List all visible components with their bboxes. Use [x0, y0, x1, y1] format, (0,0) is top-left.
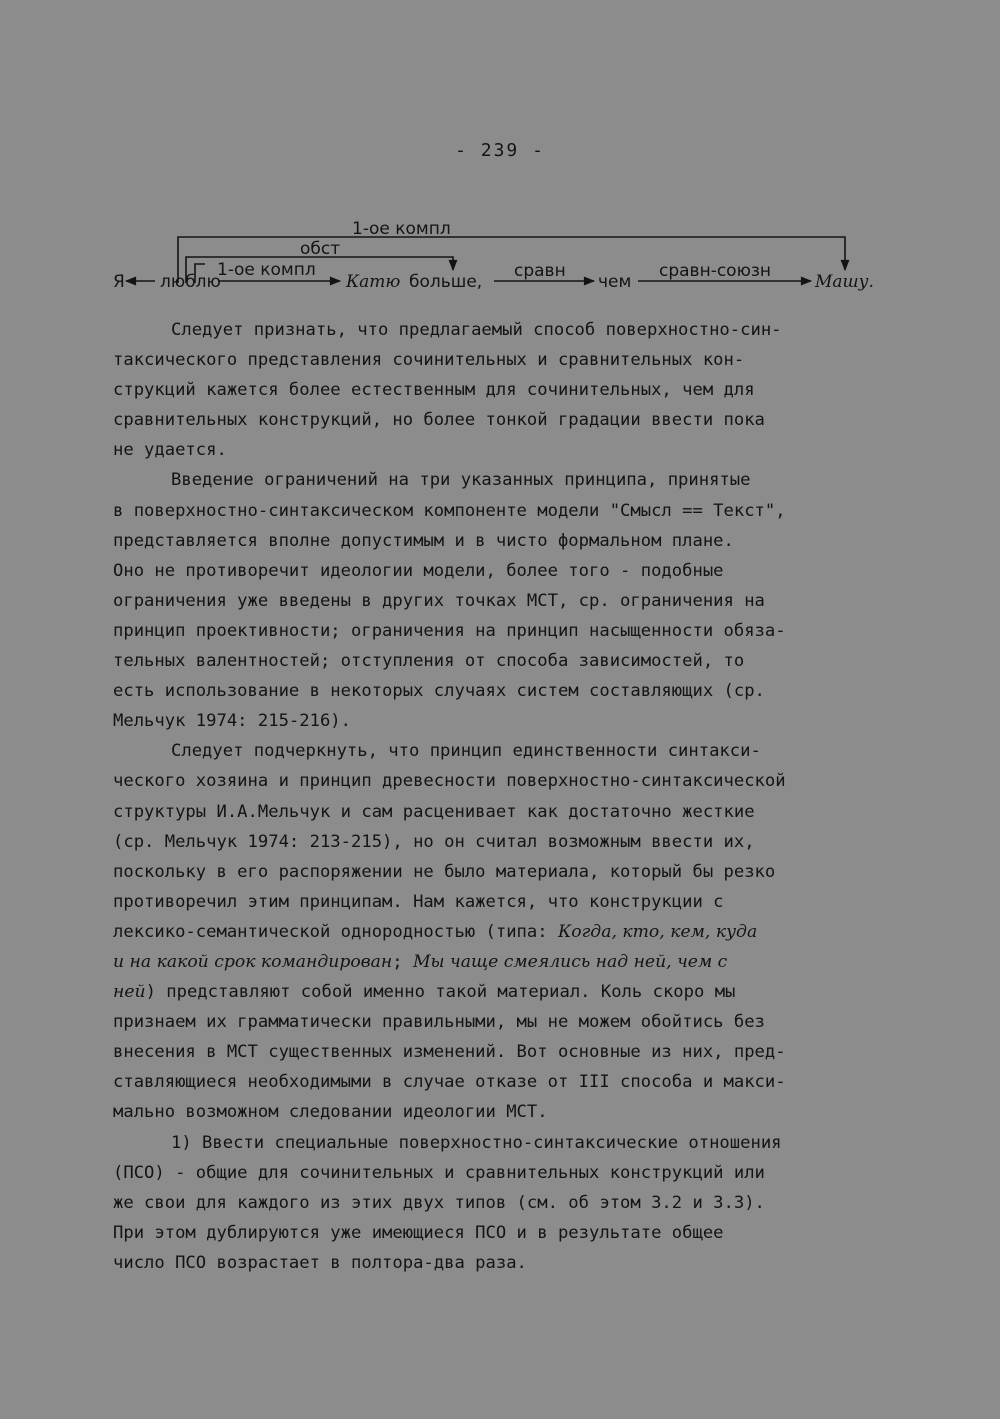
text-line: [113, 917, 903, 947]
text-line: Следует подчеркнуть, что принцип единственности синтакси-: [171, 741, 761, 762]
text-line: [113, 947, 903, 977]
dependency-tree-diagram: [0, 0, 1000, 300]
text-line: Мельчук 1974: 215-216).: [113, 711, 351, 732]
text-line: число ПСО возрастает в полтора-два раза.: [113, 1252, 527, 1273]
text-line: принцип проективности; ограничения на принцип насыщенности обяза-: [113, 620, 786, 641]
text-line: внесения в МСТ существенных изменений. Вот основные из них, пред-: [113, 1042, 786, 1063]
word-lyublyu: люблю: [160, 272, 221, 292]
word-bolshe: больше,: [409, 272, 483, 292]
text-line: в поверхностно-синтаксическом компоненте модели "Смысл == Текст",: [113, 500, 786, 521]
text-line: есть использование в некоторых случаях систем составляющих (ср.: [113, 681, 765, 702]
text-line: противоречил этим принципам. Нам кажется, что конструкции с: [113, 891, 724, 912]
italic-example: Мы чаще смеялись над ней, чем с: [412, 951, 728, 972]
text-span: ;: [392, 951, 413, 972]
arc-sravn-soyuzn-label: сравн-союзн: [659, 261, 772, 281]
text-line: струкций кажется более естественным для сочинительных, чем для: [113, 380, 755, 401]
text-line: ческого хозяина и принцип древесности поверхностно-синтаксической: [113, 771, 786, 792]
text-line: Введение ограничений на три указанных принципа, принятые: [171, 470, 751, 491]
text-line: не удается.: [113, 440, 227, 461]
text-line: Оно не противоречит идеологии модели, более того - подобные: [113, 560, 724, 581]
text-line: представляется вполне допустимым и в чисто формальном плане.: [113, 530, 734, 551]
word-katyu: Катю: [346, 272, 401, 292]
text-line: поскольку в его распоряжении не было материала, который бы резко: [113, 861, 776, 882]
arc-sravn-label: сравн: [514, 261, 566, 281]
italic-example: Когда, кто, кем, куда: [557, 921, 758, 942]
text-line: структуры И.А.Мельчук и сам расценивает как достаточно жесткие: [113, 801, 755, 822]
page-number: - 239 -: [455, 140, 545, 161]
word-chem: чем: [598, 272, 632, 292]
text-span: ) представляют собой именно такой материал. Коль скоро мы: [145, 982, 736, 1003]
text-line: тельных валентностей; отступления от способа зависимостей, то: [113, 651, 745, 672]
text-line: таксического представления сочинительных и сравнительных кон-: [113, 350, 745, 371]
text-line: мально возможном следовании идеологии МСТ.: [113, 1102, 548, 1123]
text-line: признаем их грамматически правильными, мы не можем обойтись без: [113, 1012, 765, 1033]
text-line: 1) Ввести специальные поверхностно-синтаксические отношения: [171, 1132, 782, 1153]
text-line: [113, 977, 903, 1007]
body-text: [113, 315, 903, 1278]
italic-example: ней: [113, 982, 146, 1003]
word-mashu: Машу.: [815, 272, 874, 292]
text-line: же свои для каждого из этих двух типов (см. об этом 3.2 и 3.3).: [113, 1192, 765, 1213]
arc-obst-label: обст: [300, 239, 341, 259]
arc-top-label: 1-ое компл: [352, 219, 451, 239]
text-line: (ср. Мельчук 1974: 213-215), но он считал возможным ввести их,: [113, 831, 755, 852]
text-span: лексико-семантической однородностью (типа:: [113, 921, 558, 942]
text-line: При этом дублируются уже имеющиеся ПСО и в результате общее: [113, 1222, 724, 1243]
word-ya: Я: [113, 272, 125, 292]
text-line: ставляющиеся необходимыми в случае отказе от III способа и макси-: [113, 1072, 786, 1093]
arc-inner-label: 1-ое компл: [217, 260, 316, 280]
italic-example: и на какой срок командирован: [113, 951, 393, 972]
text-line: сравнительных конструкций, но более тонкой градации ввести пока: [113, 410, 765, 431]
text-line: Следует признать, что предлагаемый способ поверхностно-син-: [171, 320, 782, 340]
text-line: ограничения уже введены в других точках МСТ, ср. ограничения на: [113, 590, 765, 611]
text-line: (ПСО) - общие для сочинительных и сравнительных конструкций или: [113, 1162, 765, 1183]
